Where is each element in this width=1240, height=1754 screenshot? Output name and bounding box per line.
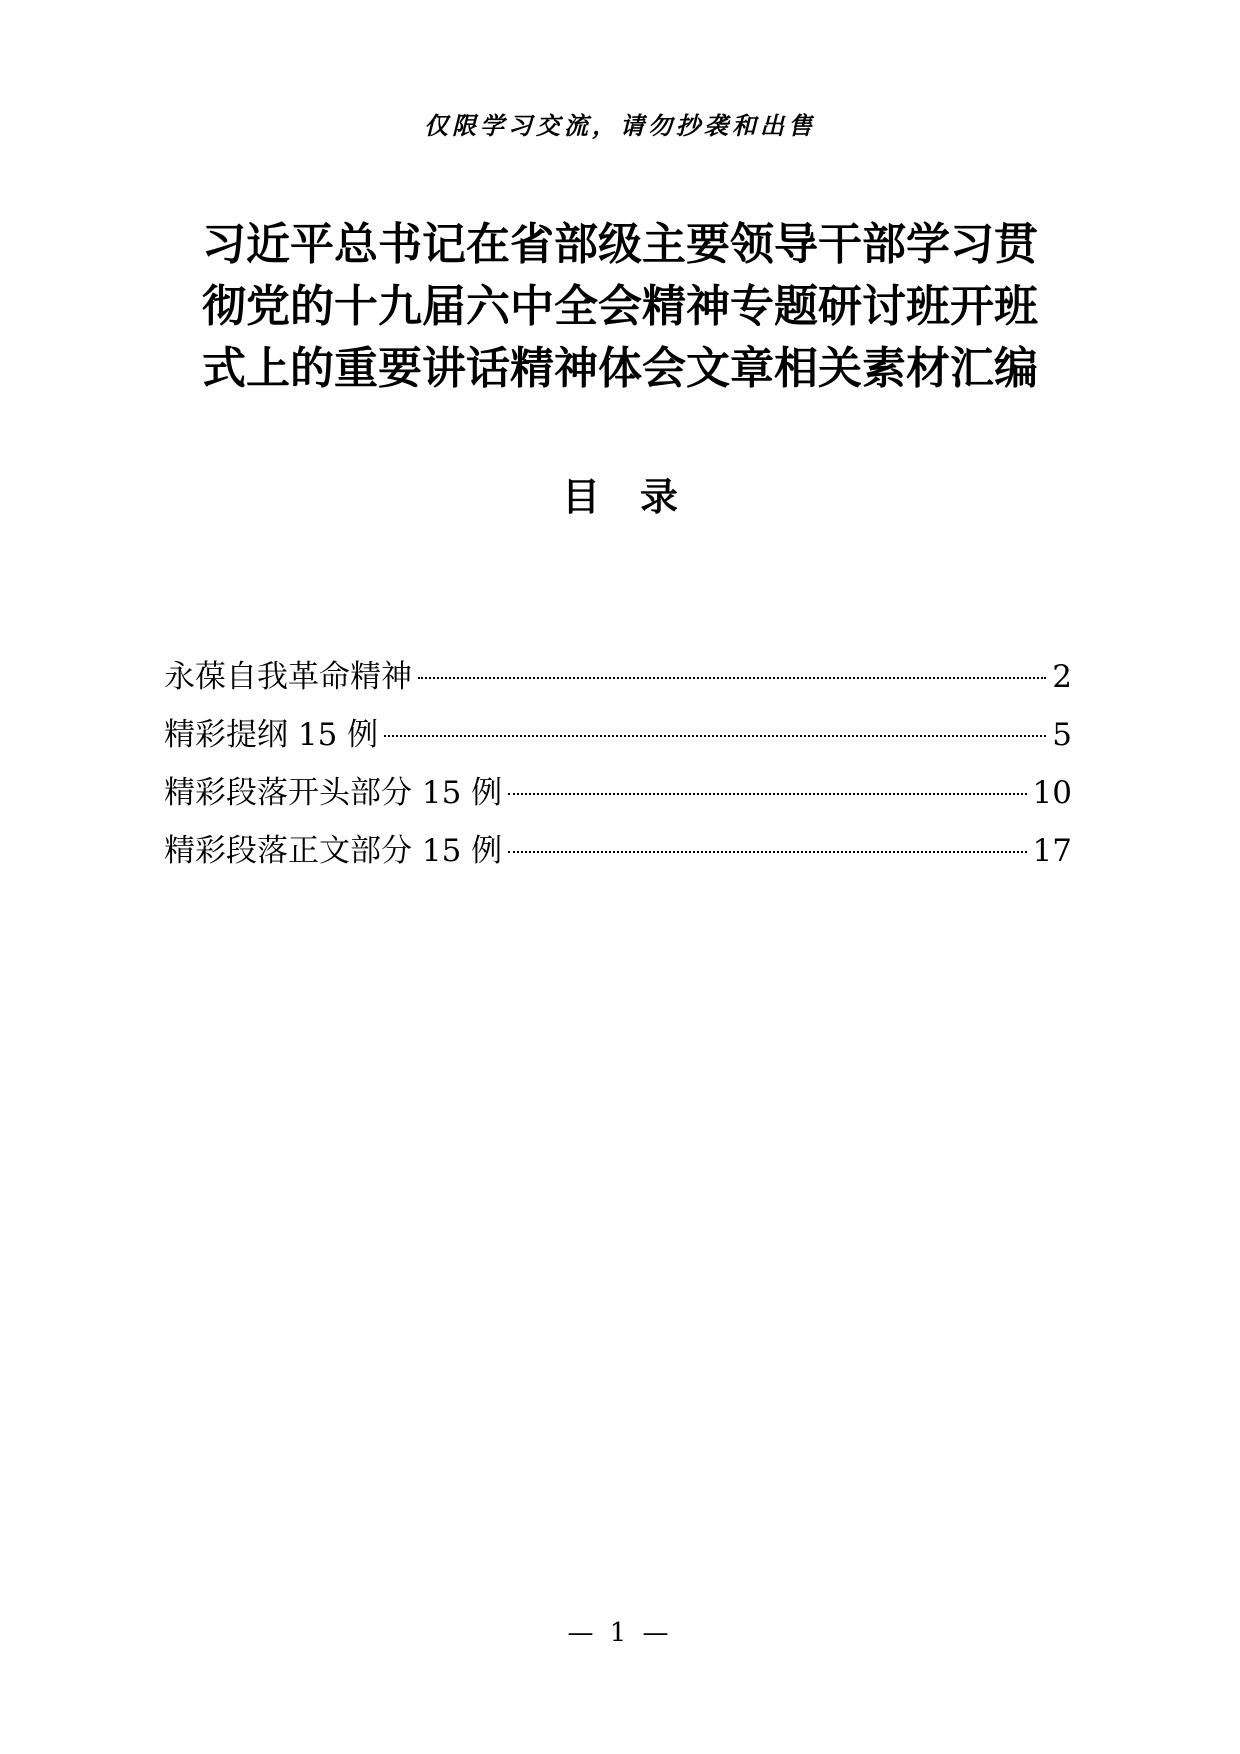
toc-dot-leader (384, 735, 1046, 737)
toc-entry-page: 10 (1032, 775, 1072, 811)
toc-dot-leader (508, 793, 1026, 795)
toc-entry-label: 精彩段落正文部分 15 例 (164, 833, 503, 869)
toc-entry[interactable] (164, 706, 1072, 764)
title-line: 彻党的十九届六中全会精神专题研讨班开班 (202, 281, 1038, 332)
title-line: 式上的重要讲话精神体会文章相关素材汇编 (202, 343, 1038, 394)
table-of-contents (164, 648, 1072, 880)
toc-dot-leader (508, 851, 1026, 853)
toc-entry[interactable] (164, 764, 1072, 822)
toc-entry-label: 永葆自我革命精神 (164, 659, 412, 695)
toc-entry[interactable] (164, 648, 1072, 706)
toc-entry-label: 精彩提纲 15 例 (164, 717, 379, 753)
toc-entry[interactable] (164, 822, 1072, 880)
toc-entry-page: 17 (1032, 833, 1072, 869)
copyright-notice: 仅限学习交流，请勿抄袭和出售 (424, 112, 816, 140)
toc-heading: 目录 (561, 475, 718, 519)
toc-entry-page: 5 (1052, 717, 1072, 753)
toc-entry-label: 精彩段落开头部分 15 例 (164, 775, 503, 811)
title-line: 习近平总书记在省部级主要领导干部学习贯 (202, 219, 1038, 270)
toc-entry-page: 2 (1052, 659, 1072, 695)
document-title (150, 214, 1090, 400)
toc-dot-leader (418, 677, 1046, 679)
page-number: — 1 — (567, 1618, 673, 1648)
